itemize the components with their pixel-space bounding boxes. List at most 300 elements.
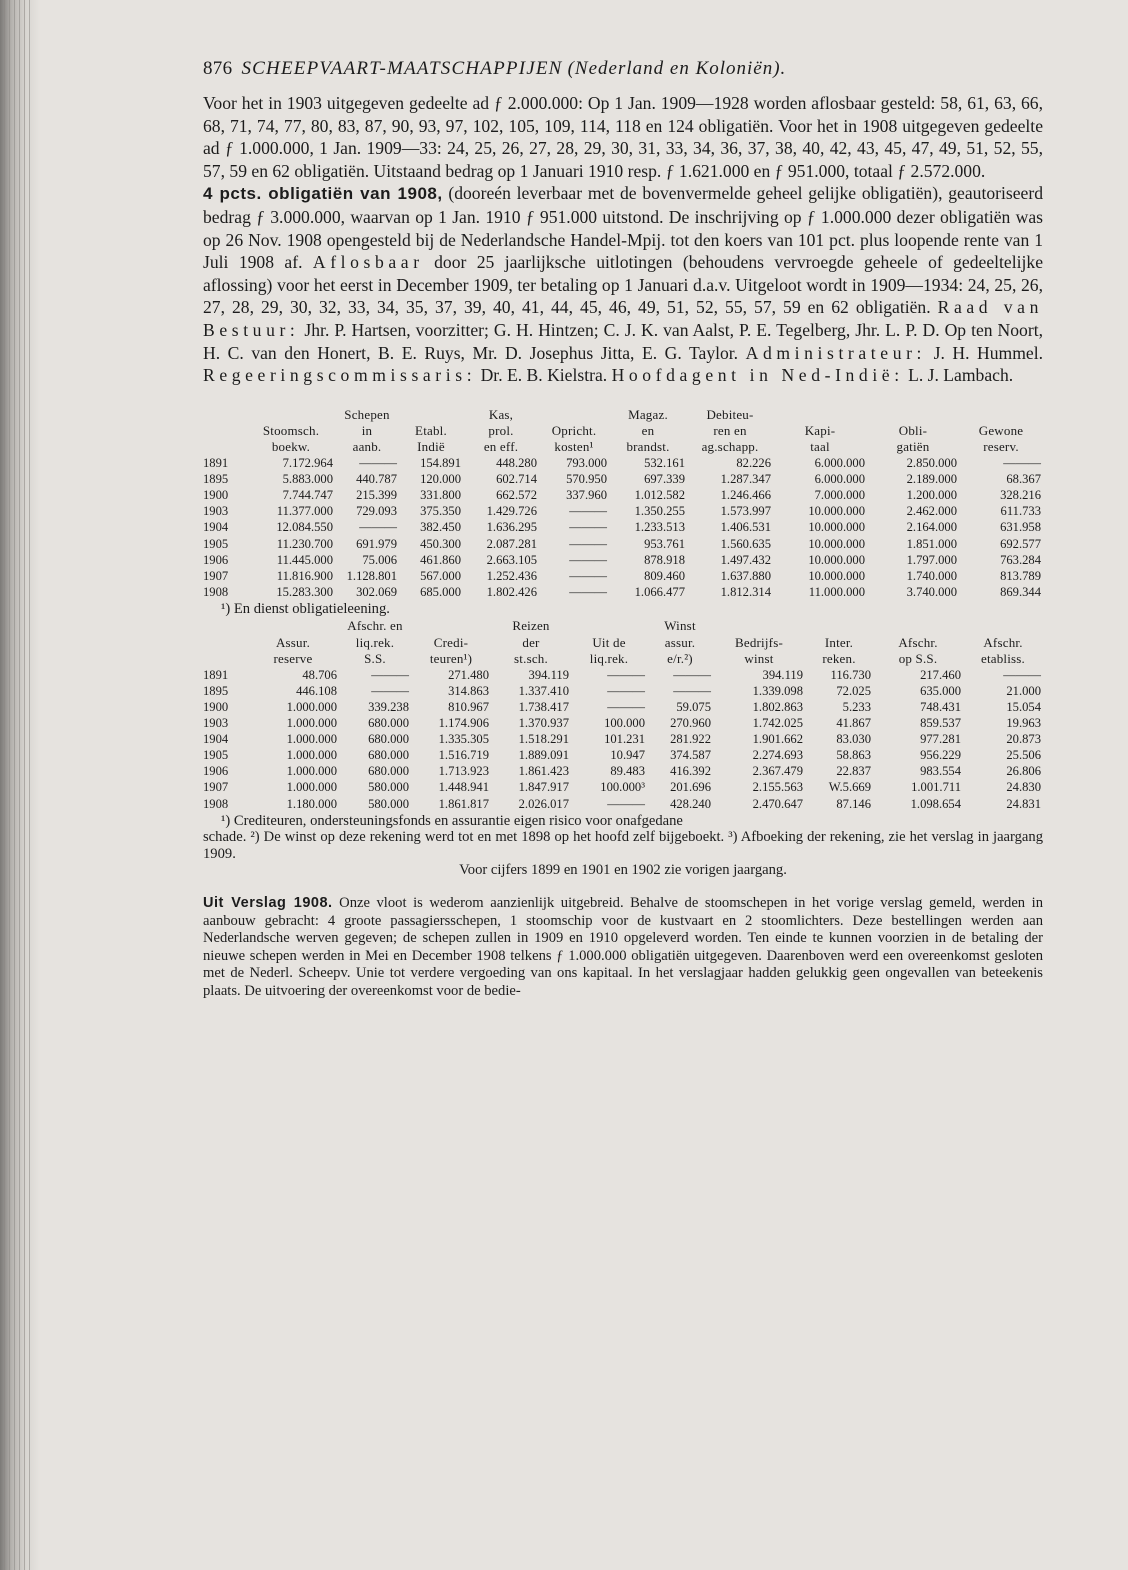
table-cell: 809.460 xyxy=(644,568,685,583)
column-header: reserve xyxy=(273,650,313,666)
table-cell: 2.026.017 xyxy=(518,796,569,811)
regeeringscommissaris-name: Dr. E. B. Kielstra. xyxy=(476,365,612,386)
column-header: der xyxy=(522,634,540,650)
table-row xyxy=(203,667,1043,683)
table-cell: 1.573.997 xyxy=(720,504,771,519)
table-cell: 567.000 xyxy=(420,568,461,583)
column-header xyxy=(873,618,963,634)
column-header: Afschr. en xyxy=(347,618,403,634)
row-year: 1905 xyxy=(203,536,229,551)
table-cell: 22.837 xyxy=(836,764,871,779)
table-cell: 87.146 xyxy=(836,796,871,811)
row-year: 1905 xyxy=(203,748,229,763)
table-cell: 461.860 xyxy=(420,552,461,567)
column-header: kosten¹ xyxy=(554,438,594,454)
table-cell: 1.637.880 xyxy=(720,568,771,583)
column-header: taal xyxy=(810,438,830,454)
column-header xyxy=(247,618,339,634)
table-cell: ——— xyxy=(607,796,645,811)
table-cell: 1.901.662 xyxy=(752,732,803,747)
table-cell: 2.462.000 xyxy=(906,504,957,519)
column-header: in xyxy=(361,422,373,438)
table-cell: ——— xyxy=(569,552,607,567)
table-cell: 328.216 xyxy=(1000,488,1041,503)
table-cell: 878.918 xyxy=(644,552,685,567)
column-header xyxy=(713,618,805,634)
table-row xyxy=(203,747,1043,763)
table-cell: 120.000 xyxy=(420,472,461,487)
hoofdagent-name: L. J. Lambach. xyxy=(903,365,1014,386)
table-cell: 2.663.105 xyxy=(486,552,537,567)
column-header: liq.rek. xyxy=(355,634,395,650)
column-header: reserv. xyxy=(983,438,1019,454)
table-row xyxy=(203,779,1043,795)
row-year: 1907 xyxy=(203,780,229,795)
table-cell: 10.000.000 xyxy=(808,552,865,567)
table-cell: 1.516.719 xyxy=(438,748,489,763)
table-cell: 116.730 xyxy=(830,667,871,682)
row-year: 1903 xyxy=(203,504,229,519)
table-cell: 1.000.000 xyxy=(286,780,337,795)
table-cell: 1.812.314 xyxy=(720,584,771,599)
table-header-row xyxy=(203,439,1043,455)
table-cell: 100.000³ xyxy=(600,780,645,795)
table-cell: 1.246.466 xyxy=(720,488,771,503)
column-header: Obli- xyxy=(898,422,928,438)
column-header: en xyxy=(641,422,655,438)
column-header: etabliss. xyxy=(980,650,1026,666)
column-header: en eff. xyxy=(483,438,519,454)
table-cell: W.5.669 xyxy=(828,780,871,795)
table-cell: 72.025 xyxy=(836,683,871,698)
aflosbaar-label: Aflosbaar xyxy=(312,252,424,273)
table-cell: 48.706 xyxy=(302,667,337,682)
regeeringscommissaris-label: Regeeringscommissaris: xyxy=(203,365,477,386)
table-cell: 680.000 xyxy=(368,748,409,763)
paragraph-verslag-1908 xyxy=(203,895,1043,1001)
table-cell: 6.000.000 xyxy=(814,456,865,471)
book-page xyxy=(203,58,1043,1015)
column-header xyxy=(247,407,335,423)
table-cell: 953.761 xyxy=(644,536,685,551)
table-row xyxy=(203,699,1043,715)
table-cell: ——— xyxy=(371,667,409,682)
table-cell: 748.431 xyxy=(920,699,961,714)
table-cell: 1.497.432 xyxy=(720,552,771,567)
verslag-heading: Uit Verslag 1908. xyxy=(203,894,333,911)
table-cell: ——— xyxy=(569,536,607,551)
table-cell: 1.448.941 xyxy=(438,780,489,795)
column-header xyxy=(571,618,647,634)
table2-footnote-2: schade. ²) De winst op deze rekening werd tot en met 1898 op het hoofd zelf bijgeboekt. ³) Afboeking der rekening, zie het verslag in jaargang 1909. xyxy=(203,829,1043,862)
table-cell: 1.429.726 xyxy=(486,504,537,519)
table-cell: 1.252.436 xyxy=(486,568,537,583)
table-cell: 5.233 xyxy=(842,699,871,714)
table-row xyxy=(203,487,1043,503)
table-cell: 11.000.000 xyxy=(808,584,865,599)
administrateur-label: Administrateur: xyxy=(745,342,927,363)
paragraph-redemption-schedule: Voor het in 1903 uitgegeven gedeelte ad ƒ 2.000.000: Op 1 Jan. 1909—1928 worden aflosbaar gesteld: 58, 61, 63, 66, 68, 71, 74, 77, 80, 83, 87, 90, 93, 97, 102, 105, 109, 114, 118 en 124 obligatiën. Voor het in 1908 uitgegeven gedeelte ad ƒ 1.000.000, 1 Jan. 1909—33: 24, 25, 26, 27, 28, 29, 30, 31, 33, 34, 36, 37, 38, 40, 42, 43, 45, 47, 49, 51, 52, 55, 57, 59 en 62 obligatiën. Uitstaand bedrag op 1 Januari 1910 resp. ƒ 1.621.000 en ƒ 951.000, totaal ƒ 2.572.000. xyxy=(203,93,1043,181)
administrateur-name: J. H. Hummel. xyxy=(926,342,1043,363)
row-year: 1891 xyxy=(203,456,229,471)
table-cell: 7.172.964 xyxy=(282,456,333,471)
column-header: Afschr. xyxy=(898,634,938,650)
bonds-text-2: door 25 jaarlijksche uitlotingen (behoudens vervroegde geheele of gedeeltelijke aflossing) voor het eerst in December 1909, ter betaling op 1 Januari d.a.v. Uitgeloot wordt in 1909—1934: 24, 25, 26, 27, 28, 29, 30, 32, 33, 34, 35, 37, 39, 40, 41, 44, 45, 46, 49, 51, 52, 55, 57, 59 en 62 obligatiën. xyxy=(203,252,1044,318)
table-cell: 11.377.000 xyxy=(276,504,333,519)
table-cell: 2.189.000 xyxy=(906,472,957,487)
table-header-row xyxy=(203,423,1043,439)
table-cell: ——— xyxy=(673,683,711,698)
column-header: Winst xyxy=(664,618,696,634)
table-cell: 10.947 xyxy=(610,748,645,763)
table-cell: 5.883.000 xyxy=(282,472,333,487)
table-cell: 26.806 xyxy=(1006,764,1041,779)
book-gutter xyxy=(0,0,40,1570)
column-header: Etabl. xyxy=(415,422,447,438)
table-cell: 1.335.305 xyxy=(438,732,489,747)
table-cell: 1.000.000 xyxy=(286,699,337,714)
table-cell: 1.802.863 xyxy=(752,699,803,714)
table-cell: ——— xyxy=(569,584,607,599)
row-year: 1900 xyxy=(203,699,229,714)
table-cell: 10.000.000 xyxy=(808,568,865,583)
table-cell: 450.300 xyxy=(420,536,461,551)
table-cell: ——— xyxy=(607,667,645,682)
table-cell: 1.861.817 xyxy=(438,796,489,811)
table-cell: ——— xyxy=(1003,456,1041,471)
profit-loss-table xyxy=(203,618,1043,811)
column-header: Kapi- xyxy=(804,422,836,438)
column-header: Inter. xyxy=(824,634,854,650)
table-cell: 2.155.563 xyxy=(752,780,803,795)
table-cell: 793.000 xyxy=(566,456,607,471)
table-cell: 1.174.906 xyxy=(438,716,489,731)
table-cell: 1.861.423 xyxy=(518,764,569,779)
table-cell: 337.960 xyxy=(566,488,607,503)
table-cell: 869.344 xyxy=(1000,584,1041,599)
table-cell: 10.000.000 xyxy=(808,504,865,519)
table-cell: ——— xyxy=(569,504,607,519)
table-cell: 1.713.923 xyxy=(438,764,489,779)
column-header: brandst. xyxy=(626,438,670,454)
table-cell: 2.164.000 xyxy=(906,520,957,535)
table-cell: 1.337.410 xyxy=(518,683,569,698)
table-cell: 1.406.531 xyxy=(720,520,771,535)
column-header: S.S. xyxy=(364,650,386,666)
column-header xyxy=(959,407,1043,423)
column-header: liq.rek. xyxy=(589,650,629,666)
table-cell: 331.800 xyxy=(420,488,461,503)
table-cell: ——— xyxy=(569,568,607,583)
running-head xyxy=(203,58,1043,92)
table-row xyxy=(203,568,1043,584)
table-row xyxy=(203,795,1043,811)
table-cell: ——— xyxy=(673,667,711,682)
column-header: Uit de xyxy=(592,634,626,650)
table-cell: ——— xyxy=(607,699,645,714)
running-subtitle: (Nederland en Koloniën). xyxy=(567,58,787,79)
table-cell: 1.797.000 xyxy=(906,552,957,567)
table-cell: 580.000 xyxy=(368,796,409,811)
table-row xyxy=(203,535,1043,551)
table-row xyxy=(203,763,1043,779)
table-cell: 314.863 xyxy=(448,683,489,698)
table-cell: 1.233.513 xyxy=(634,520,685,535)
table-cell: 532.161 xyxy=(644,456,685,471)
table-cell: 1.636.295 xyxy=(486,520,537,535)
table-row xyxy=(203,519,1043,535)
table-cell: 100.000 xyxy=(604,716,645,731)
table-cell: 680.000 xyxy=(368,732,409,747)
row-year: 1903 xyxy=(203,716,229,731)
table-cell: 201.696 xyxy=(670,780,711,795)
table-cell: 3.740.000 xyxy=(906,584,957,599)
table-cell: 2.470.647 xyxy=(752,796,803,811)
column-header: gatiën xyxy=(896,438,930,454)
row-year: 1906 xyxy=(203,552,229,567)
column-header xyxy=(203,423,247,439)
table-cell: ——— xyxy=(359,520,397,535)
table-cell: 7.744.747 xyxy=(282,488,333,503)
table-cell: 692.577 xyxy=(1000,536,1041,551)
column-header: prol. xyxy=(488,422,514,438)
column-header: Afschr. xyxy=(983,634,1023,650)
board-members: Jhr. P. Hartsen, voorzitter; G. H. Hintzen; C. J. K. van Aalst, P. E. Tegelberg, Jhr. L. P. D. Op ten Noort, H. C. van den Honert, B. E. Ruys, Mr. D. Josephus Jitta, E. G. Taylor. xyxy=(203,319,1043,363)
table-cell: 58.863 xyxy=(836,748,871,763)
table-cell: 602.714 xyxy=(496,472,537,487)
table-cell: ——— xyxy=(371,683,409,698)
table-cell: 394.119 xyxy=(762,667,803,682)
column-header xyxy=(805,618,873,634)
bonds-heading: 4 pcts. obligatiën van 1908, xyxy=(203,184,443,204)
row-year: 1900 xyxy=(203,488,229,503)
table-cell: 82.226 xyxy=(736,456,771,471)
table-cell: 1.287.347 xyxy=(720,472,771,487)
column-header: Reizen xyxy=(512,618,550,634)
table1-footnote: ¹) En dienst obligatieleening. xyxy=(221,600,390,617)
table-cell: 281.922 xyxy=(670,732,711,747)
table2-footnote-1: ¹) Crediteuren, ondersteuningsfonds en assurantie eigen risico voor onafgedane xyxy=(221,812,683,829)
table-cell: 15.283.300 xyxy=(276,584,333,599)
table-cell: 416.392 xyxy=(670,764,711,779)
table-cell: 428.240 xyxy=(670,796,711,811)
table-cell: 41.867 xyxy=(836,716,871,731)
table-cell: 813.789 xyxy=(1000,568,1041,583)
table-cell: 1.000.000 xyxy=(286,732,337,747)
table-cell: 1.339.098 xyxy=(752,683,803,698)
row-year: 1895 xyxy=(203,472,229,487)
table-cell: 983.554 xyxy=(920,764,961,779)
table-row xyxy=(203,552,1043,568)
table-cell: 59.075 xyxy=(676,699,711,714)
column-header xyxy=(411,618,491,634)
table-cell: 101.231 xyxy=(604,732,645,747)
table-cell: 24.831 xyxy=(1006,796,1041,811)
table-cell: 271.480 xyxy=(448,667,489,682)
table-cell: 1.742.025 xyxy=(752,716,803,731)
table-row xyxy=(203,471,1043,487)
table-cell: 691.979 xyxy=(356,536,397,551)
row-year: 1904 xyxy=(203,520,229,535)
column-header xyxy=(203,439,247,455)
table-cell: 662.572 xyxy=(496,488,537,503)
table-row xyxy=(203,503,1043,519)
column-header xyxy=(203,407,247,423)
table-cell: 302.069 xyxy=(356,584,397,599)
table-header-row xyxy=(203,407,1043,423)
table-cell: 1.200.000 xyxy=(906,488,957,503)
table-row xyxy=(203,731,1043,747)
table-cell: 68.367 xyxy=(1006,472,1041,487)
column-header xyxy=(867,407,959,423)
table-cell: 2.367.479 xyxy=(752,764,803,779)
table-cell: 19.963 xyxy=(1006,716,1041,731)
column-header: Bedrijfs- xyxy=(734,634,783,650)
table-cell: 2.274.693 xyxy=(752,748,803,763)
table-cell: 1.802.426 xyxy=(486,584,537,599)
table-cell: 374.587 xyxy=(670,748,711,763)
table-cell: 1.560.635 xyxy=(720,536,771,551)
column-header: e/r.²) xyxy=(667,650,693,666)
table-header-row xyxy=(203,651,1043,667)
table-cell: 75.006 xyxy=(362,552,397,567)
row-year: 1908 xyxy=(203,584,229,599)
table-cell: 1.889.091 xyxy=(518,748,569,763)
column-header: op S.S. xyxy=(898,650,938,666)
table-cell: 1.098.654 xyxy=(910,796,961,811)
table-cell: 25.506 xyxy=(1006,748,1041,763)
row-year: 1904 xyxy=(203,732,229,747)
table-cell: 685.000 xyxy=(420,584,461,599)
table-cell: ——— xyxy=(607,683,645,698)
column-header: Opricht. xyxy=(551,422,597,438)
bonds-text-1: (dooreén leverbaar met de bovenvermelde geheel gelijke obligatiën), geautoriseerd bedrag ƒ 3.000.000, waarvan op 1 Jan. 1910 ƒ 951.000 uitstond. De inschrijving op ƒ 1.000.000 dezer obligatiën was op 26 Nov. 1908 opengesteld bij de Nederlandsche Handel-Mpij. tot den koers van 101 pct. plus loopende rente van 1 Juli 1908 af. xyxy=(203,183,1043,273)
column-header xyxy=(539,407,609,423)
table-cell: 635.000 xyxy=(920,683,961,698)
column-header: Stoomsch. xyxy=(262,422,320,438)
table-cell: 270.960 xyxy=(670,716,711,731)
table-cell: 446.108 xyxy=(296,683,337,698)
row-year: 1891 xyxy=(203,667,229,682)
table-cell: 1.128.801 xyxy=(346,568,397,583)
column-header: Magaz. xyxy=(628,406,668,422)
table-cell: 810.967 xyxy=(448,699,489,714)
column-header xyxy=(773,407,867,423)
table-cell: 2.850.000 xyxy=(906,456,957,471)
table-cell: 697.339 xyxy=(644,472,685,487)
column-header xyxy=(203,635,247,651)
table-cell: 680.000 xyxy=(368,716,409,731)
table-cell: 1.066.477 xyxy=(634,584,685,599)
table-cell: 217.460 xyxy=(920,667,961,682)
table-cell: ——— xyxy=(359,456,397,471)
column-header: Kas, xyxy=(488,406,514,422)
table-cell: 83.030 xyxy=(836,732,871,747)
table-cell: 448.280 xyxy=(496,456,537,471)
table-cell: 12.084.550 xyxy=(276,520,333,535)
row-year: 1895 xyxy=(203,683,229,698)
column-header: ren en xyxy=(713,422,747,438)
table-cell: 1.851.000 xyxy=(906,536,957,551)
table-row xyxy=(203,683,1043,699)
table-cell: 10.000.000 xyxy=(808,536,865,551)
table-header-row xyxy=(203,618,1043,634)
table-cell: 1.000.000 xyxy=(286,716,337,731)
column-header: reken. xyxy=(822,650,856,666)
table-cell: 10.000.000 xyxy=(808,520,865,535)
table-cell: 382.450 xyxy=(420,520,461,535)
table-cell: 2.087.281 xyxy=(486,536,537,551)
table-cell: 1.180.000 xyxy=(286,796,337,811)
column-header xyxy=(399,407,463,423)
table-cell: 89.483 xyxy=(610,764,645,779)
column-header: boekw. xyxy=(271,438,311,454)
table-cell: 1.012.582 xyxy=(634,488,685,503)
balance-sheet-table xyxy=(203,407,1043,600)
table-cell: 21.000 xyxy=(1006,683,1041,698)
column-header: teuren¹) xyxy=(429,650,473,666)
table-cell: 20.873 xyxy=(1006,732,1041,747)
table-cell: 1.001.711 xyxy=(911,780,961,795)
table-cell: ——— xyxy=(1003,667,1041,682)
column-header: aanb. xyxy=(352,438,382,454)
table-cell: 1.000.000 xyxy=(286,764,337,779)
column-header: Schepen xyxy=(344,406,390,422)
table-row xyxy=(203,584,1043,600)
table-cell: 394.119 xyxy=(528,667,569,682)
table-cell: 977.281 xyxy=(920,732,961,747)
column-header: Assur. xyxy=(275,634,311,650)
table-cell: 15.054 xyxy=(1006,699,1041,714)
raad-van-bestuur-label: Raad van Bestuur: xyxy=(203,297,1043,340)
table-cell: 11.816.900 xyxy=(276,568,333,583)
table-cell: 956.229 xyxy=(920,748,961,763)
table-cell: 215.399 xyxy=(356,488,397,503)
column-header xyxy=(203,618,247,634)
table-row xyxy=(203,455,1043,471)
table-cell: 11.445.000 xyxy=(276,552,333,567)
table-cell: 763.284 xyxy=(1000,552,1041,567)
table-cell: 631.958 xyxy=(1000,520,1041,535)
column-header xyxy=(963,618,1043,634)
page-number: 876 xyxy=(203,58,233,79)
table-cell: 680.000 xyxy=(368,764,409,779)
table2-footnote-3: Voor cijfers 1899 en 1901 en 1902 zie vorigen jaargang. xyxy=(459,862,787,879)
column-header: Credi- xyxy=(433,634,469,650)
table-cell: 375.350 xyxy=(420,504,461,519)
verslag-text: Onze vloot is wederom aanzienlijk uitgebreid. Behalve de stoomschepen in het vorige verslag gemeld, werden in aanbouw gebracht: 4 groote passagiersschepen, 1 stoomschip voor de kustvaart en 2 stoomlichters. Deze bestellingen werden aan Nederlandsche werven gegeven; de schepen zullen in 1909 en 1910 opgeleverd worden. Ten einde te kunnen voorzien in de betaling der nieuwe schepen werden in Mei en December 1908 telkens ƒ 1.000.000 obligatiën uitgegeven. Daarenboven werd een overeenkomst gesloten met de Nederl. Scheepv. Unie tot verdere vergoeding van ons kapitaal. In het verslagjaar hadden gelukkig geen ongevallen van beteekenis plaats. De uitvoering der overeenkomst voor de bedie- xyxy=(203,894,1043,999)
table-cell: 729.093 xyxy=(356,504,397,519)
table-cell: 611.733 xyxy=(1000,504,1041,519)
hoofdagent-label: Hoofdagent in Ned-Indië: xyxy=(611,365,904,386)
table-cell: 1.738.417 xyxy=(518,699,569,714)
table-cell: 1.518.291 xyxy=(518,732,569,747)
column-header: st.sch. xyxy=(514,650,548,666)
table-cell: 1.847.917 xyxy=(518,780,569,795)
table-header-row xyxy=(203,635,1043,651)
table-cell: 154.891 xyxy=(420,456,461,471)
paragraph-bonds-1908 xyxy=(203,182,1043,386)
table-row xyxy=(203,715,1043,731)
column-header: Indië xyxy=(417,438,445,454)
column-header: Gewone xyxy=(978,422,1024,438)
table-cell: 6.000.000 xyxy=(814,472,865,487)
table-cell: 1.740.000 xyxy=(906,568,957,583)
row-year: 1906 xyxy=(203,764,229,779)
row-year: 1908 xyxy=(203,796,229,811)
table-cell: 7.000.000 xyxy=(814,488,865,503)
table-cell: 1.000.000 xyxy=(286,748,337,763)
